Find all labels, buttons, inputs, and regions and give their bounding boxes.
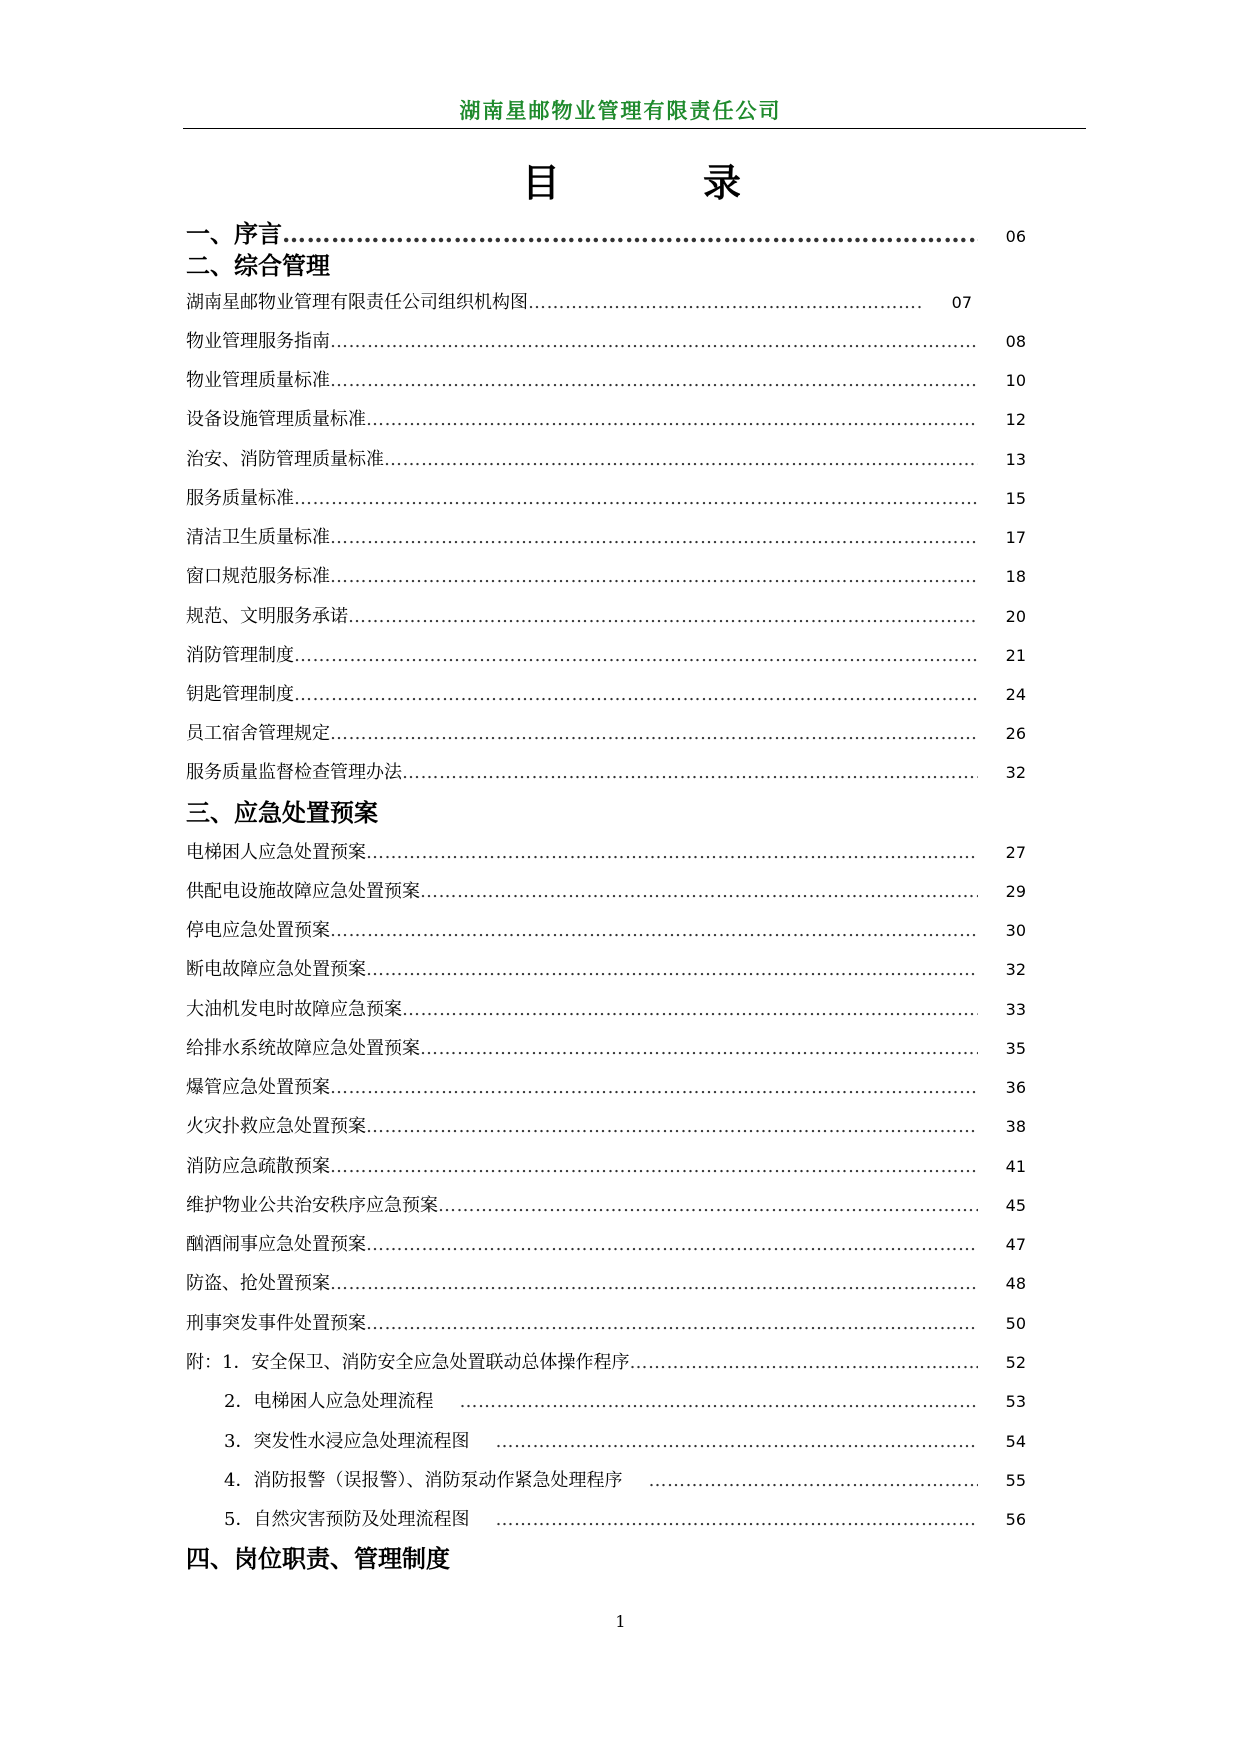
toc-section xyxy=(186,797,1026,829)
toc-leader-dots xyxy=(366,957,978,983)
toc-page-number: 35 xyxy=(1005,1039,1026,1058)
toc-leader-dots xyxy=(282,218,978,250)
toc-page-number: 26 xyxy=(1005,724,1026,743)
toc-entry-label: 窗口规范服务标准 xyxy=(186,566,330,587)
toc-leader-dots xyxy=(294,682,978,708)
toc-entry-label: 消防管理制度 xyxy=(186,645,294,666)
toc-page-number: 13 xyxy=(1005,450,1026,469)
toc-entry-label: 设备设施管理质量标准 xyxy=(186,409,366,430)
toc-entry xyxy=(224,1429,1026,1455)
toc-page-number: 21 xyxy=(1005,646,1026,665)
toc-page-number: 08 xyxy=(1005,332,1026,351)
toc-page-number: 17 xyxy=(1005,528,1026,547)
toc-page-number: 32 xyxy=(1005,763,1026,782)
page-number: 1 xyxy=(615,1612,626,1631)
toc-entry xyxy=(186,486,1026,512)
toc-leader-dots xyxy=(402,760,978,786)
toc-entry-label: 4．消防报警（误报警）、消防泵动作紧急处理程序 xyxy=(224,1470,623,1491)
toc-leader-dots xyxy=(330,1154,978,1180)
toc-page-number: 41 xyxy=(1005,1157,1026,1176)
toc-page-number: 29 xyxy=(1005,882,1026,901)
toc-page-number: 50 xyxy=(1005,1314,1026,1333)
toc-entry-label: 5．自然灾害预防及处理流程图 xyxy=(224,1509,470,1530)
toc-leader-dots xyxy=(495,1429,978,1455)
toc-entry-label: 供配电设施故障应急处置预案 xyxy=(186,881,420,902)
toc-entry-label: 物业管理质量标准 xyxy=(186,370,330,391)
toc-entry-label: 给排水系统故障应急处置预案 xyxy=(186,1038,420,1059)
toc-page-number: 36 xyxy=(1005,1078,1026,1097)
toc-leader-dots xyxy=(438,1193,978,1219)
toc-leader-dots xyxy=(330,918,978,944)
toc-page-number: 15 xyxy=(1005,489,1026,508)
toc-entry-label: 2．电梯困人应急处理流程 xyxy=(224,1391,434,1412)
toc-page-number: 48 xyxy=(1005,1274,1026,1293)
toc-entry-label: 电梯困人应急处置预案 xyxy=(186,842,366,863)
toc-entry-label: 刑事突发事件处置预案 xyxy=(186,1313,366,1334)
toc-entry xyxy=(186,604,1026,630)
toc-page-number: 12 xyxy=(1005,410,1026,429)
toc-title xyxy=(0,158,1241,208)
toc-entry-label: 治安、消防管理质量标准 xyxy=(186,449,384,470)
toc-leader-dots xyxy=(366,840,978,866)
toc-entry xyxy=(186,1311,1026,1337)
toc-entry-label: 消防应急疏散预案 xyxy=(186,1156,330,1177)
toc-leader-dots xyxy=(330,564,978,590)
toc-entry xyxy=(186,840,1026,866)
toc-page-number: 10 xyxy=(1005,371,1026,390)
toc-page-number: 30 xyxy=(1005,921,1026,940)
toc-leader-dots xyxy=(402,997,978,1023)
toc-page-number: 06 xyxy=(1005,227,1026,246)
toc-page-number: 56 xyxy=(1005,1510,1026,1529)
toc-entry-label: 清洁卫生质量标准 xyxy=(186,527,330,548)
toc-leader-dots xyxy=(294,486,978,512)
toc-entry xyxy=(186,721,1026,747)
toc-entry xyxy=(186,1036,1026,1062)
toc-entry-label: 断电故障应急处置预案 xyxy=(186,959,366,980)
toc-page-number: 27 xyxy=(1005,843,1026,862)
toc-leader-dots xyxy=(420,1036,978,1062)
toc-leader-dots xyxy=(366,1232,978,1258)
toc-entry xyxy=(186,1232,1026,1258)
toc-entry xyxy=(186,643,1026,669)
toc-section xyxy=(186,218,1026,253)
toc-entry xyxy=(186,407,1026,433)
toc-page-number: 54 xyxy=(1005,1432,1026,1451)
toc-page-number: 38 xyxy=(1005,1117,1026,1136)
toc-entry-label: 一、序言 xyxy=(186,219,282,248)
toc-section xyxy=(186,1543,1026,1575)
toc-entry-label: 员工宿舍管理规定 xyxy=(186,723,330,744)
toc-page-number: 20 xyxy=(1005,607,1026,626)
toc-leader-dots xyxy=(330,721,978,747)
toc-entry xyxy=(186,1271,1026,1297)
toc-page-number: 33 xyxy=(1005,1000,1026,1019)
toc-page-number: 32 xyxy=(1005,960,1026,979)
toc-entry xyxy=(224,1389,1026,1415)
toc-page-number: 45 xyxy=(1005,1196,1026,1215)
toc-entry xyxy=(224,1507,1026,1533)
toc-entry xyxy=(186,1154,1026,1180)
toc-entry-label: 火灾扑救应急处置预案 xyxy=(186,1116,366,1137)
toc-entry xyxy=(186,329,1026,355)
toc-entry xyxy=(186,760,1026,786)
toc-leader-dots xyxy=(459,1389,978,1415)
toc-entry xyxy=(186,682,1026,708)
toc-entry xyxy=(186,1075,1026,1101)
toc-leader-dots xyxy=(420,879,978,905)
toc-leader-dots xyxy=(384,447,978,473)
toc-leader-dots xyxy=(330,525,978,551)
header-rule xyxy=(183,128,1086,129)
toc-title-left: 目 xyxy=(522,160,561,205)
toc-leader-dots xyxy=(348,604,978,630)
toc-entry xyxy=(186,997,1026,1023)
toc-page-number: 52 xyxy=(1005,1353,1026,1372)
toc-section xyxy=(186,250,1026,282)
toc-entry xyxy=(186,957,1026,983)
toc-page-number: 53 xyxy=(1005,1392,1026,1411)
toc-leader-dots xyxy=(330,1075,978,1101)
toc-entry xyxy=(186,1114,1026,1140)
toc-entry xyxy=(186,525,1026,551)
toc-leader-dots xyxy=(366,1311,978,1337)
toc-entry-label: 服务质量监督检查管理办法 xyxy=(186,762,402,783)
toc-entry xyxy=(186,1350,1026,1376)
toc-page-number: 47 xyxy=(1005,1235,1026,1254)
toc-entry xyxy=(186,879,1026,905)
toc-leader-dots xyxy=(629,1350,978,1376)
toc-entry xyxy=(186,1193,1026,1219)
toc-entry xyxy=(186,447,1026,473)
toc-entry-label: 防盗、抢处置预案 xyxy=(186,1273,330,1294)
toc-entry-label: 钥匙管理制度 xyxy=(186,684,294,705)
toc-entry-label: 停电应急处置预案 xyxy=(186,920,330,941)
toc-leader-dots xyxy=(366,1114,978,1140)
toc-entry-label: 湖南星邮物业管理有限责任公司组织机构图 xyxy=(186,292,528,313)
toc-entry xyxy=(186,564,1026,590)
toc-page-number: 24 xyxy=(1005,685,1026,704)
toc-entry-label: 四、岗位职责、管理制度 xyxy=(186,1544,450,1573)
toc-leader-dots xyxy=(330,368,978,394)
toc-entry-label: 爆管应急处置预案 xyxy=(186,1077,330,1098)
toc-leader-dots xyxy=(495,1507,978,1533)
toc-entry xyxy=(186,918,1026,944)
toc-entry xyxy=(224,1468,1026,1494)
toc-leader-dots xyxy=(294,643,978,669)
company-header: 湖南星邮物业管理有限责任公司 xyxy=(459,99,782,123)
toc-entry-label: 附：1．安全保卫、消防安全应急处置联动总体操作程序 xyxy=(186,1352,630,1373)
toc-entry-label: 酗酒闹事应急处置预案 xyxy=(186,1234,366,1255)
toc-leader-dots xyxy=(330,1271,978,1297)
toc-entry xyxy=(186,290,972,316)
toc-page-number: 18 xyxy=(1005,567,1026,586)
toc-entry-label: 二、综合管理 xyxy=(186,251,330,280)
toc-page-number: 07 xyxy=(951,293,972,312)
toc-entry-label: 服务质量标准 xyxy=(186,488,294,509)
toc-entry xyxy=(186,368,1026,394)
toc-entry-label: 规范、文明服务承诺 xyxy=(186,606,348,627)
toc-leader-dots xyxy=(648,1468,978,1494)
toc-entry-label: 三、应急处置预案 xyxy=(186,798,378,827)
toc-leader-dots xyxy=(366,407,978,433)
toc-entry-label: 维护物业公共治安秩序应急预案 xyxy=(186,1195,438,1216)
toc-leader-dots xyxy=(330,329,978,355)
toc-entry-label: 物业管理服务指南 xyxy=(186,331,330,352)
toc-entry-label: 3．突发性水浸应急处理流程图 xyxy=(224,1431,470,1452)
toc-page-number: 55 xyxy=(1005,1471,1026,1490)
toc-leader-dots xyxy=(528,290,924,316)
toc-entry-label: 大油机发电时故障应急预案 xyxy=(186,999,402,1020)
toc-title-right: 录 xyxy=(703,160,742,205)
